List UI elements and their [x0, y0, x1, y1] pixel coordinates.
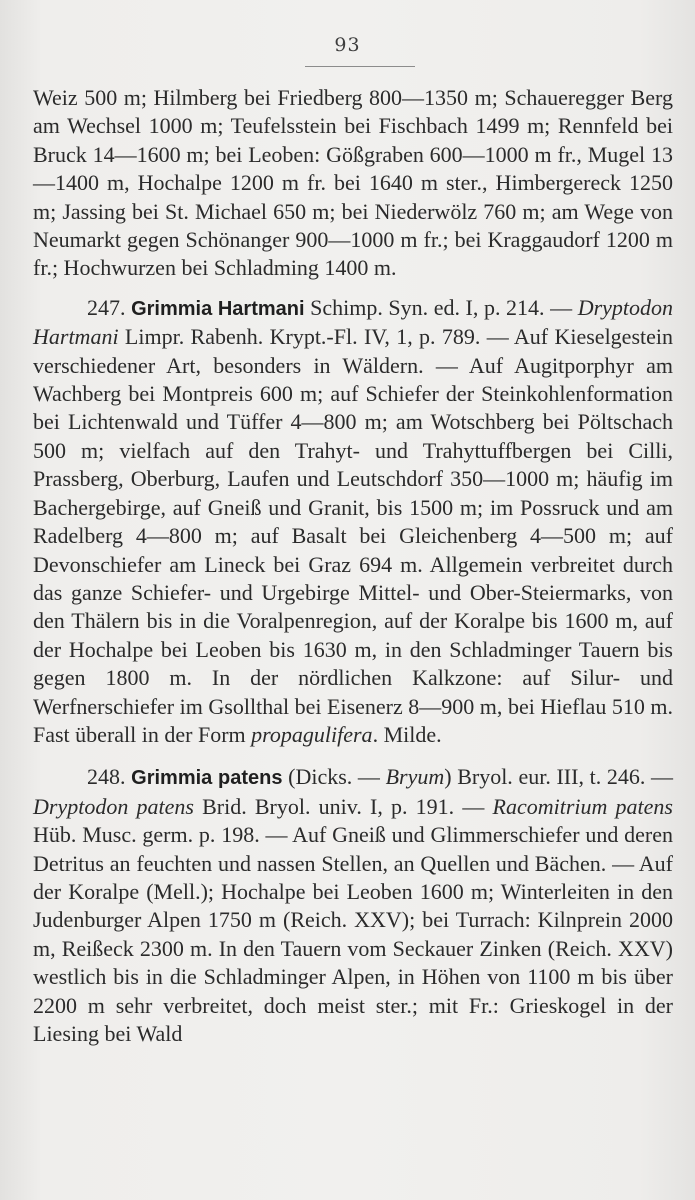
entry-text: Hüb. Musc. germ. p. 198. — Auf Gneiß und Glimmerschiefer und deren Detritus an feuchten und nassen Stellen, an Quellen und Bächen. — Auf der Koralpe (Mell.); Hochalpe bei Leoben 1600 m; Winterleiten in den Judenburger Alpen 1750 m (Reich. XXV); bei Turrach: Kilnprein 2000 m, Reißeck 2300 m. In den Tauern vom Seckauer Zinken (Reich. XXV) westlich bis in die Schladminger Alpen, in Höhen von 1100 m bis über 2200 m sehr verbreitet, doch meist ster.; mit Fr.: Grieskogel in der Liesing bei Wald [33, 822, 673, 1046]
species-number: 247. [87, 294, 126, 320]
form-name: propagulifera [251, 721, 373, 747]
entry-text: Schimp. Syn. ed. I, p. 214. — [304, 294, 578, 320]
entry-text: . Milde. [372, 721, 442, 747]
entry-text: Limpr. Rabenh. Krypt.-Fl. IV, 1, p. 789. — Auf Kieselgestein verschiedener Art, besonders in Wäldern. — Auf Augitporphyr am Wachberg bei Montpreis 600 m; auf Schiefer der Steinkohlenformation bei Lichtenwald und Tüffer 4—800 m; am Wotschberg bei Pöltschach 500 m; vielfach auf den Trahyt- und Trahyttuffbergen bei Cilli, Prassberg, Oberburg, Laufen und Leutschdorf 350—1000 m; häufig im Bachergebirge, auf Gneiß und Granit, bis 1500 m; im Possruck und am Radelberg 4—800 m; auf Basalt bei Gleichenberg 4—500 m; auf Devonschiefer am Lineck bei Graz 694 m. Allgemein verbreitet durch das ganze Schiefer- und Urgebirge Mittel- und Ober-Steiermarks, von den Thälern bis in die Voralpenregion, auf der Koralpe bis 1600 m, auf der Hochalpe bei Leoben bis 1630 m, in den Schladminger Tauern bis gegen 1800 m. In der nördlichen Kalkzone: auf Silur- und Werfnerschiefer im Gsollthal bei Eisenerz 8—900 m, bei Hieflau 510 m. Fast überall in der Form [33, 324, 673, 747]
page-number: 93 [334, 34, 361, 56]
entry-text: Brid. Bryol. univ. I, p. 191. — [193, 793, 493, 819]
entry-text: (Dicks. — [282, 764, 386, 790]
entry-text: ) Bryol. eur. III, t. 246. — [444, 764, 674, 790]
header-rule [305, 66, 415, 67]
species-number: 248. [87, 764, 126, 790]
species-name: Grimmia patens [131, 767, 283, 790]
species-entry-248 [33, 763, 673, 1048]
paragraph-continuation: Weiz 500 m; Hilmberg bei Friedberg 800—1350 m; Schaueregger Berg am Wechsel 1000 m; Teufelsstein bei Fischbach 1499 m; Rennfeld bei Bruck 14—1600 m; bei Leoben: Gößgraben 600—1000 m fr., Mugel 13—1400 m, Hochalpe 1200 m fr. bei 1640 m ster., Himbergereck 1250 m; Jassing bei St. Michael 650 m; bei Niederwölz 760 m; am Wege von Neumarkt gegen Schönanger 900—1000 m fr.; bei Kraggaudorf 1200 m fr.; Hochwurzen bei Schladming 1400 m. [33, 85, 673, 281]
synonym: Dryptodon Hartmani [33, 294, 674, 350]
synonym: Bryum [385, 764, 445, 790]
species-entry-247 [33, 294, 673, 750]
synonym: Dryptodon patens [33, 793, 194, 819]
page-body [33, 84, 673, 1048]
synonym: Racomitrium patens [492, 793, 673, 819]
species-name: Grimmia Hartmani [131, 297, 305, 320]
